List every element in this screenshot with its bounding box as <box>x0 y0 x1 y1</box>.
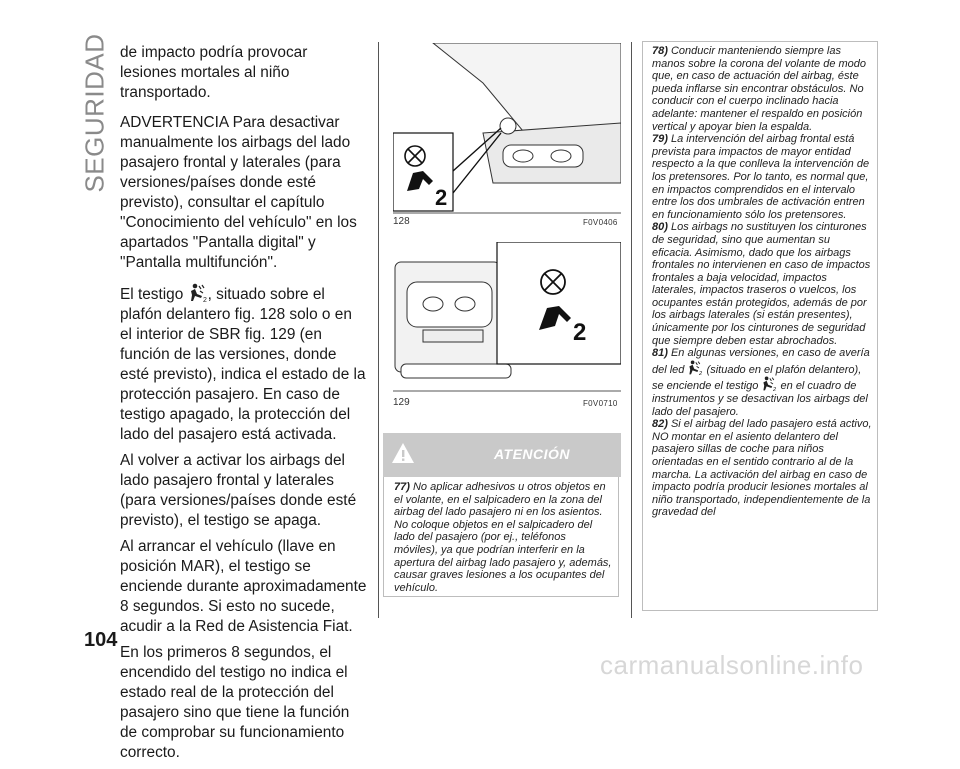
note-text: Si el airbag del lado pasajero está activo, NO montar en el asiento delantero del pasajero sillas de coche para niños orientadas en el sentido contrario al de la marcha. La activación del airbag en caso de impacto podría producir lesiones mortales al niño transportado, independientemente de la gravedad del <box>652 418 872 519</box>
page-number: 104 <box>84 629 118 651</box>
warning-item-number: 77) <box>394 481 410 493</box>
note-text: Conducir manteniendo siempre las manos sobre la corona del volante de modo que, en caso de actuación del airbag, éste pueda inflarse sin encontrar obstáculos. No conducir con el cuerpo inclinado hacia adelante: mantener el respaldo en posición vertical y apoyar bien la espalda. <box>652 45 867 133</box>
section-title: SEGURIDAD <box>79 33 110 193</box>
figure-129-code: F0V0710 <box>583 399 618 408</box>
figure-129 <box>393 242 621 392</box>
svg-text:2: 2 <box>773 387 777 393</box>
testigo-text-a: El testigo <box>120 286 188 303</box>
passenger-airbag-indicator-icon <box>188 283 208 303</box>
passenger-airbag-indicator-icon <box>687 360 703 376</box>
note-text: En algunas versiones, en caso de avería del led <box>652 347 870 376</box>
warning-body <box>383 477 619 597</box>
note-number: 79) <box>652 133 668 146</box>
svg-text:2: 2 <box>699 371 703 376</box>
note-79 <box>652 133 873 221</box>
warning-triangle-icon <box>391 441 415 465</box>
figure-128 <box>393 43 621 214</box>
paragraph-arrancar: Al arrancar el vehículo (llave en posición MAR), el testigo se enciende durante aproximadamente 8 segundos. Si esto no sucede, acudir a la Red de Asistencia Fiat. <box>120 538 367 635</box>
figure-129-number: 129 <box>393 397 410 408</box>
figure-128-code: F0V0406 <box>583 218 618 227</box>
note-78 <box>652 45 873 133</box>
note-81 <box>652 347 873 418</box>
note-82 <box>652 418 873 519</box>
column-divider-right <box>631 42 632 618</box>
note-text: (situado en el plafón delantero), se enciende el testigo <box>652 363 862 393</box>
warning-item-text: No aplicar adhesivos u otros objetos en el volante, en el salpicadero en la zona del airbag del lado pasajero ni en los asientos. No coloque objetos en el salpicadero del lado del pasajero (por ej., teléfonos móviles), ya que podrían interferir en la apertura del airbag lado pasajero y, además, causar graves lesiones a los ocupantes del vehículo. <box>394 481 612 594</box>
warning-header <box>383 433 621 477</box>
paragraph-primeros-segundos: En los primeros 8 segundos, el encendido del testigo no indica el estado real de la protección del pasajero sino que tiene la función de comprobar su funcionamiento correcto. <box>120 644 350 761</box>
paragraph-advertencia: ADVERTENCIA Para desactivar manualmente los airbags del lado pasajero frontal y laterales (para versiones/países donde esté previsto), consultar el capítulo "Conocimiento del vehículo" en los apartados "Pantalla digital" y "Pantalla multifunción". <box>120 114 357 271</box>
svg-text:2: 2 <box>202 297 207 303</box>
warning-title: ATENCIÓN <box>493 446 571 462</box>
note-text: Los airbags no sustituyen los cinturones de seguridad, sino que aumentan su eficacia. Asimismo, dado que los airbags frontales no intervienen en caso de impactos frontales a baja velocidad, impactos laterales, impactos traseros o vuelcos, los ocupantes están protegidos, además de por los airbags laterales (si están presentes), únicamente por los cinturones de seguridad que siempre deben estar abrochados. <box>652 221 871 347</box>
column-divider-left <box>378 42 379 618</box>
figure-128-number: 128 <box>393 216 410 227</box>
paragraph-lesiones: de impacto podría provocar lesiones mortales al niño transportado. <box>120 44 308 101</box>
svg-text:2: 2 <box>573 319 587 346</box>
notes-column <box>642 41 878 611</box>
main-text-column <box>120 43 368 769</box>
note-80 <box>652 221 873 347</box>
note-number: 78) <box>652 45 668 57</box>
passenger-airbag-indicator-icon <box>761 376 777 392</box>
paragraph-reactivar: Al volver a activar los airbags del lado pasajero frontal y laterales (para versiones/países donde esté previsto), el testigo se apaga. <box>120 452 357 529</box>
svg-text:2: 2 <box>435 185 448 210</box>
note-number: 80) <box>652 221 668 234</box>
watermark: carmanualsonline.info <box>600 650 864 680</box>
testigo-text-b: , situado sobre el plafón delantero fig. 128 solo o en el interior de SBR fig. 129 (en función de las versiones, donde esté previsto), indica el estado de la protección pasajero. En caso de testigo apagado, la protección del lado del pasajero está activada. <box>120 286 366 443</box>
note-number: 82) <box>652 418 668 431</box>
note-text: en el cuadro de instrumentos y se desactivan los airbags del lado del pasajero. <box>652 380 868 418</box>
note-number: 81) <box>652 347 668 360</box>
paragraph-testigo <box>120 283 368 445</box>
section-tab <box>79 33 110 193</box>
note-text: La intervención del airbag frontal está prevista para impactos de mayor entidad respecto a la que conlleva la intervención de los pretensores. Por lo tanto, es normal que, en impactos comprendidos en el intervalo entre los dos umbrales de activación entren en funcionamiento sólo los pretensores. <box>652 133 870 221</box>
